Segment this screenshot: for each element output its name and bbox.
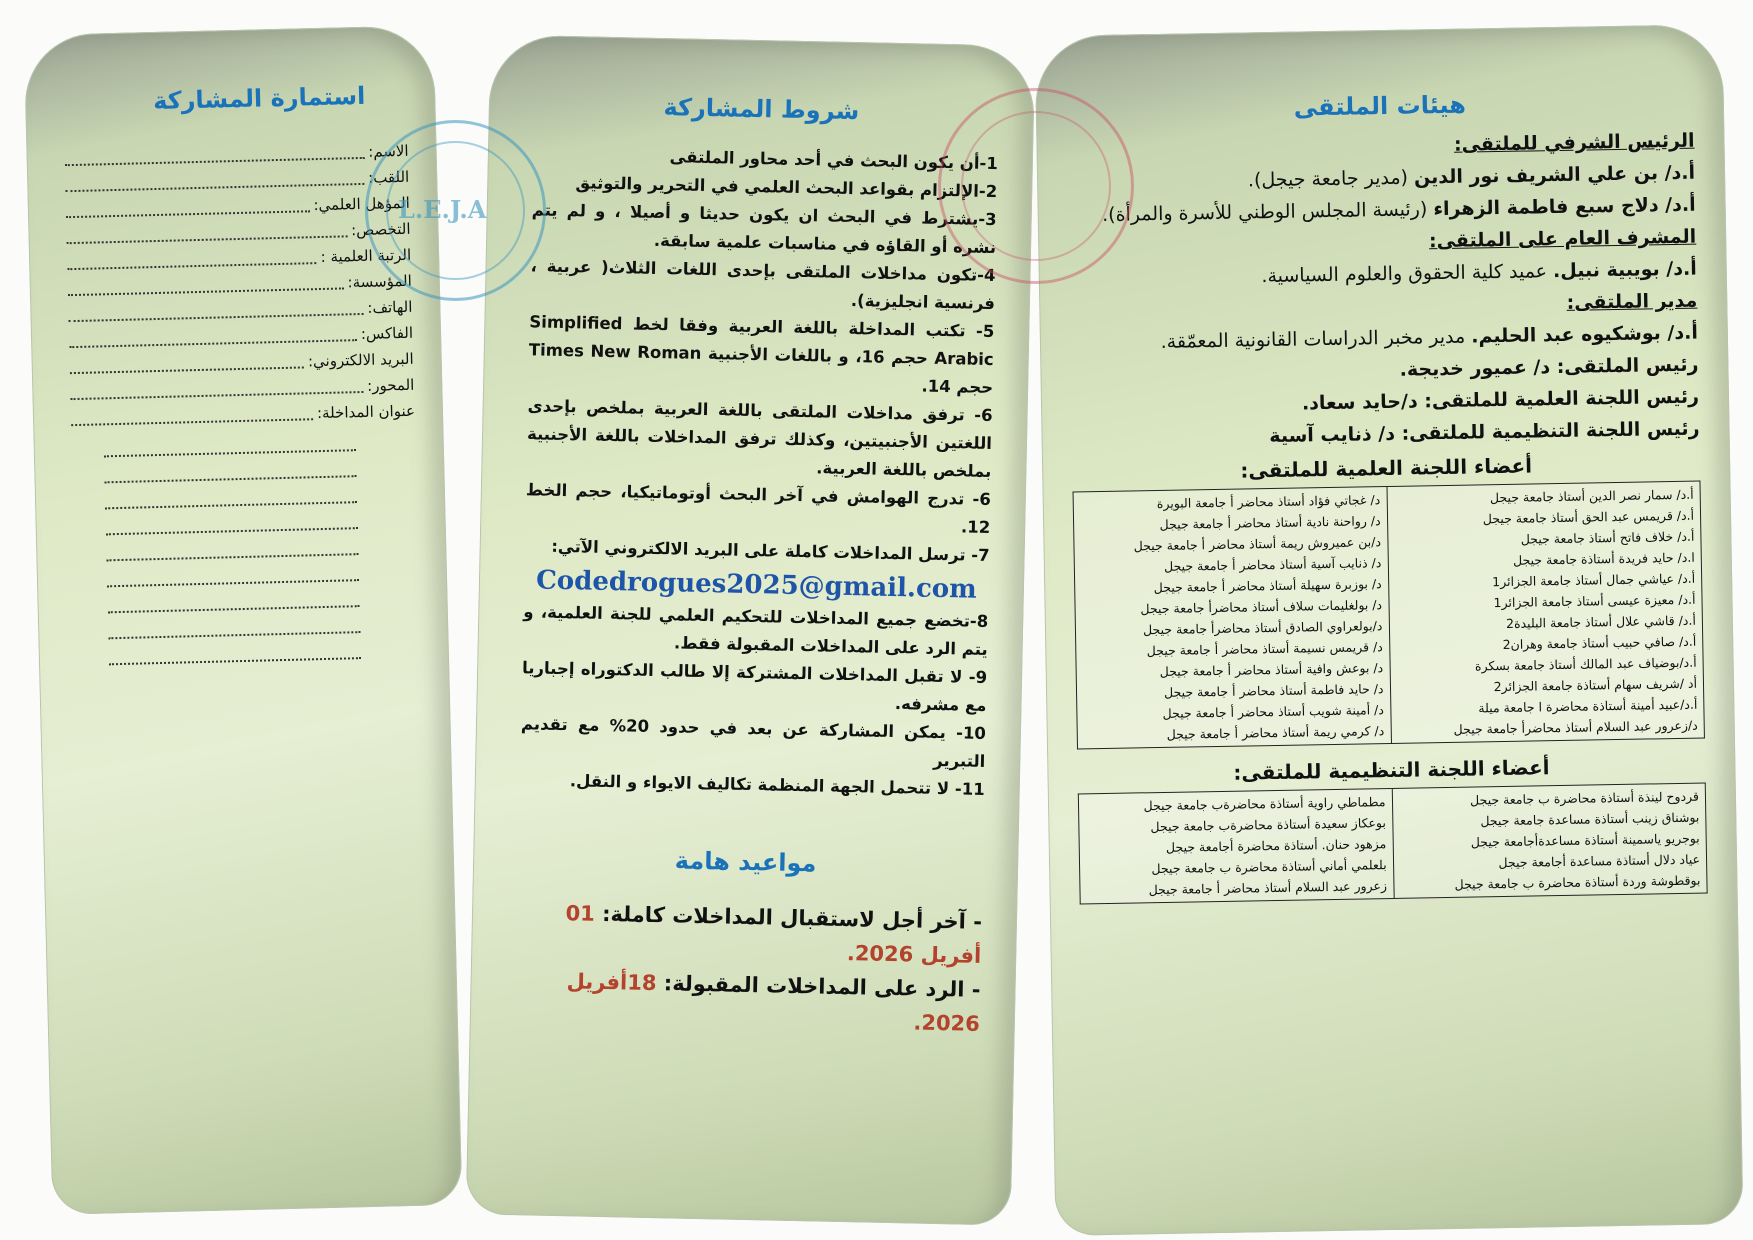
- member: د/بن عميروش ريمة أستاذ محاضر أ جامعة جيجل: [1133, 534, 1382, 554]
- form-label: الاسم:: [368, 141, 409, 161]
- condition-item: 10- يمكن المشاركة عن بعد في حدود 20% مع تقديم التبرير: [520, 714, 987, 771]
- member: مطماطي راوية أستاذة محاضرةب جامعة جيجل: [1143, 794, 1386, 814]
- sci-members-title: أعضاء اللجنة العلمية للملتقى:: [1240, 453, 1533, 483]
- org-col1: [1392, 783, 1707, 898]
- org-members-title: أعضاء اللجنة التنظيمية للملتقى:: [1233, 755, 1550, 785]
- date-label: - الرد على المداخلات المقبولة:: [663, 971, 981, 1002]
- org-members-table: [1078, 782, 1708, 904]
- person-name: أ.د/ بويبية نبيل.: [1552, 257, 1697, 283]
- person-role: (مدير جامعة جيجل).: [1247, 166, 1409, 192]
- form-label: الفاكس:: [360, 323, 414, 344]
- conditions-list: [520, 140, 999, 804]
- conditions-title: شروط المشاركة: [663, 93, 860, 126]
- participation-form: [56, 138, 421, 666]
- member: أ.د/عبيد أمينة أستاذة محاضرة ا جامعة ميلة: [1478, 696, 1698, 716]
- condition-item: 6- ترفق مداخلات الملتقى باللغة العربية بملخص بإحدى اللغتين الأجنبيتين، وكذلك ترفق المداخلات باللغة الأجنبية بملخص باللغة العربية.: [526, 396, 993, 482]
- stamp-text: L.E.J.A: [398, 195, 487, 224]
- form-label: الرتبة العلمية :: [320, 245, 412, 266]
- member: بوشناق زينب أستاذة مساعدة جامعة جيجل: [1480, 809, 1700, 829]
- member: د/ قريمس نسيمة أستاذ محاضر أ جامعة جيجل: [1146, 639, 1383, 659]
- condition-item: 5- تكتب المداخلة باللغة العربية وفقا لخط Simplified Arabic حجم 16، و باللغات الأجنبية Times New Roman حجم 14.: [528, 312, 995, 398]
- form-title: استمارة المشاركة: [152, 81, 366, 116]
- member: بوقطوشة وردة أستاذة محاضرة ب جامعة جيجل: [1454, 872, 1701, 892]
- member: د/ بوزبرة سهيلة أستاذ محاضر أ جامعة جيجل: [1153, 576, 1382, 596]
- form-label: المحور:: [366, 375, 415, 395]
- member: د/ رواحنة نادية أستاذ محاضر أ جامعة جيجل: [1159, 513, 1381, 532]
- form-fill-line: [67, 235, 348, 244]
- sci-members-table: [1073, 481, 1705, 750]
- member: د/ كرمي ريمة أستاذ محاضر أ جامعة جيجل: [1166, 723, 1385, 742]
- member: ا.د/ حايد فريدة أستاذة جامعة جيجل: [1512, 549, 1695, 568]
- member: بوجريو ياسمينة أستاذة مساعدةأجامعة جيجل: [1470, 830, 1700, 850]
- committees-title: هيئات الملتقى: [1293, 90, 1467, 122]
- submission-email-link[interactable]: Codedrogues2025@gmail.com: [535, 565, 978, 605]
- date-value: 01 أفريل 2026.: [565, 901, 982, 968]
- person-role: عميد كلية الحقوق والعلوم السياسية.: [1261, 260, 1548, 288]
- form-label: الهاتف:: [367, 297, 413, 317]
- participation-form-panel: [24, 25, 463, 1215]
- form-fill-line: [69, 313, 364, 322]
- member: د/ ذنايب آسية أستاذ محاضر أ جامعة جيجل: [1163, 555, 1382, 574]
- member: أ.د/ عياشي جمال أستاذ جامعة الجزائر1: [1492, 570, 1696, 590]
- form-fill-line: [65, 183, 364, 192]
- sci-col1: [1386, 481, 1704, 743]
- condition-item: 6- تدرج الهوامش في آخر البحث أوتوماتيكيا، حجم الخط 12.: [525, 480, 991, 537]
- person-role: مدير مخبر الدراسات القانونية المعمّقة.: [1160, 325, 1466, 353]
- form-fill-line: [67, 262, 316, 270]
- chair-line: رئيس الملتقى: د/ عميور خديجة.: [1399, 353, 1699, 381]
- member: عياد دلال أستاذة مساعدة أجامعة جيجل: [1498, 851, 1701, 871]
- member: د/ بوعش وافية أستاذ محاضر أ جامعة جيجل: [1159, 660, 1384, 680]
- form-label: عنوان المداخلة:: [316, 401, 416, 423]
- form-label: اللقب:: [367, 167, 410, 187]
- person-name: أ.د/ دلاج سبع فاطمة الزهراء: [1433, 193, 1696, 221]
- person-name: أ.د/ بن علي الشريف نور الدين: [1413, 161, 1696, 189]
- form-label: المؤهل العلمي:: [313, 193, 411, 215]
- person-role: (رئيسة المجلس الوطني للأسرة والمرأة).: [1101, 198, 1428, 226]
- condition-item: 9- لا تقبل المداخلات المشتركة إلا طالب الدكتوراه إجباريا مع مشرفه.: [521, 658, 988, 715]
- org-col2: [1078, 788, 1393, 903]
- form-fill-line: [71, 391, 364, 400]
- member: أ.د/ قريمس عبد الحق أستاذ جامعة جيجل: [1482, 507, 1695, 527]
- honorary-label: الرئيس الشرفي للملتقى:: [1453, 129, 1695, 156]
- member: بلعلمي أماني أستاذة محاضرة ب جامعة جيجل: [1151, 857, 1387, 877]
- member: أد /شريف سهام أستاذة جامعة الجزائر2: [1493, 675, 1698, 695]
- condition-item: 8-تخضع جميع المداخلات للتحكيم العلمي للجنة العلمية، و يتم الرد على المداخلات المقبولة فقط.: [523, 602, 989, 659]
- form-fill-line: [66, 210, 310, 218]
- conditions-panel: [466, 34, 1036, 1225]
- member: أ.د/ قاشي علال أستاذ جامعة البليدة2: [1505, 612, 1697, 631]
- member: د/زعرور عبد السلام أستاذ محاضرأ جامعة جيجل: [1453, 717, 1698, 737]
- form-fill-line: [71, 418, 313, 426]
- member: أ.د/ صافي حبيب أستاذ جامعة وهران2: [1502, 633, 1697, 653]
- form-fill-line: [108, 633, 361, 665]
- member: د/ غجاتي فؤاد أستاذ محاضر أ جامعة البويرة: [1156, 492, 1381, 512]
- important-dates-title: مواعيد هامة: [674, 846, 817, 878]
- form-fill-line: [68, 287, 344, 296]
- committees-content: [1066, 125, 1707, 905]
- member: زعرور عبد السلام أستاذ محاضر أ جامعة جيجل: [1148, 878, 1388, 898]
- org-chair-line: رئيس اللجنة التنظيمية للملتقى: د/ ذنايب آسية: [1269, 417, 1700, 448]
- form-label: التخصص:: [350, 219, 411, 240]
- condition-item: 7- ترسل المداخلات كاملة على البريد الالكتروني الآتي:: [551, 536, 990, 565]
- date-value: 18أفريل 2026.: [566, 969, 981, 1036]
- member: د/ حايد فاطمة أستاذ محاضر أ جامعة جيجل: [1163, 681, 1384, 700]
- condition-item: 2-الإلتزام بقواعد البحث العلمي في التحرير والتوثيق: [575, 173, 998, 202]
- form-fill-line: [70, 366, 304, 374]
- form-label: المؤسسة:: [347, 271, 412, 292]
- member: أ.د/بوضياف عبد المالك أستاذ جامعة بسكرة: [1474, 654, 1697, 674]
- important-dates: [515, 895, 983, 1041]
- sci-chair-line: رئيس اللجنة العلمية للملتقى: د/حايد سعاد.: [1301, 385, 1700, 415]
- member: د/ أمينة شويب أستاذ محاضر أ جامعة جيجل: [1162, 702, 1385, 721]
- member: أ.د/ سمار نصر الدين أستاذ جامعة جيجل: [1489, 486, 1694, 506]
- form-fill-line: [69, 339, 357, 348]
- member: قردوح لينذة أستاذة محاضرة ب جامعة جيجل: [1469, 788, 1700, 808]
- condition-item: 4-تكون مداخلات الملتقى بإحدى اللغات الثلاث( عربية ، فرنسية انجليزية).: [530, 256, 996, 314]
- member: أ.د/ خلاف فاتح أستاذ جامعة جيجل: [1520, 528, 1695, 547]
- member: د/ بولغليمات سلاف أستاذ محاضرأ جامعة جيجل: [1140, 597, 1383, 617]
- member: مزهود حنان. أستاذة محاضرة أجامعة جيجل: [1165, 836, 1387, 855]
- date-deadline: [516, 895, 982, 973]
- condition-item: 3-يشترط في البحث ان يكون حديثا و أصيلا ، و لم يتم نشره أو القاؤه في مناسبات علمية سابقة.: [531, 200, 997, 258]
- member: أ.د/ معيزة عيسى أستاذ جامعة الجزائر1: [1493, 591, 1696, 611]
- member: د/بولعراوي الصادق أستاذ محاضرأ جامعة جيجل: [1142, 618, 1383, 638]
- supervisor-label: المشرف العام على الملتقى:: [1428, 225, 1697, 253]
- member: بوعكاز سعيدة أستاذة محاضرةب جامعة جيجل: [1150, 815, 1386, 835]
- sci-col2: [1073, 487, 1391, 749]
- date-label: - آخر أجل لاستقبال المداخلات كاملة:: [601, 901, 983, 934]
- condition-item: 11- لا تتحمل الجهة المنظمة تكاليف الايواء و النقل.: [569, 771, 985, 799]
- director-label: مدير الملتقى:: [1566, 289, 1698, 314]
- committees-panel: [1035, 24, 1744, 1236]
- person-name: أ.د/ بوشكيوه عبد الحليم.: [1471, 321, 1699, 348]
- form-label: البريد الالكتروني:: [307, 349, 414, 371]
- date-response: [515, 963, 981, 1041]
- condition-item: 1-أن يكون البحث في أحد محاور الملتقى: [669, 147, 999, 174]
- form-fill-line: [65, 157, 365, 166]
